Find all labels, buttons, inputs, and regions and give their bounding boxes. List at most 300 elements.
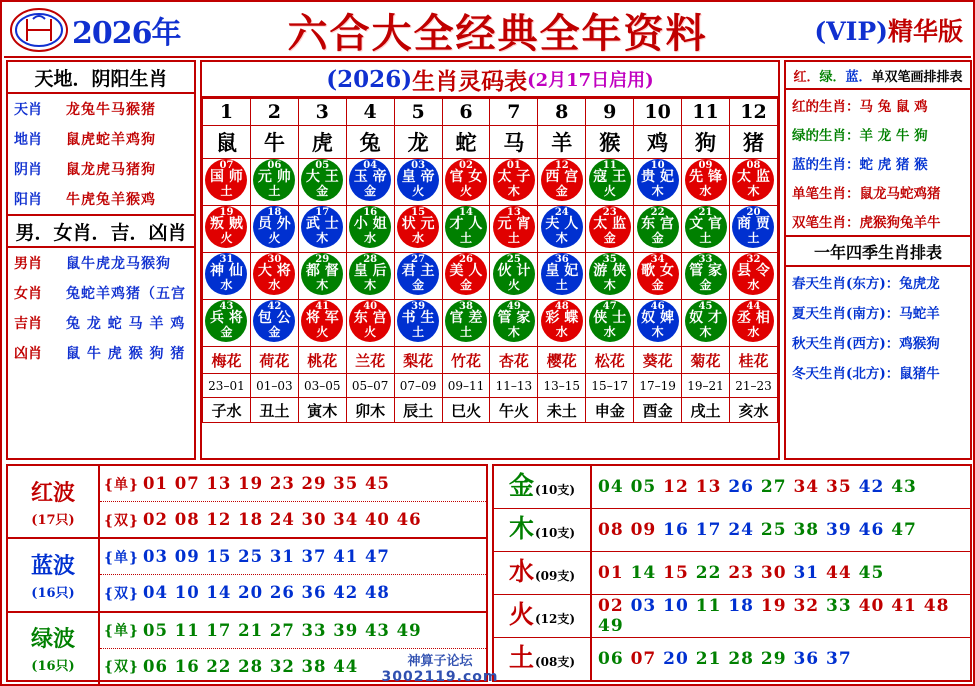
number-ball[interactable]: [732, 300, 774, 342]
element-number: 47: [891, 520, 917, 540]
element-row-earth: [494, 638, 970, 680]
number-ball[interactable]: [732, 253, 774, 295]
number-ball[interactable]: [397, 300, 439, 342]
element-number: 28: [728, 649, 761, 669]
ball-number: 28: [363, 254, 378, 265]
left-row-nvxiao: [8, 278, 194, 308]
number-ball[interactable]: [301, 206, 343, 248]
ball-title: 官 差: [449, 310, 483, 326]
zodiac-code-cell[interactable]: [298, 206, 346, 253]
number-ball[interactable]: [541, 206, 583, 248]
element-cell: 戌土: [682, 398, 730, 423]
ball-element: 土: [459, 231, 472, 245]
ball-number: 42: [267, 301, 282, 312]
left-row-value: 鼠龙虎马猪狗: [66, 162, 156, 178]
left-row-value: 兔 龙 蛇 马 羊 鸡: [66, 316, 186, 332]
col-num: 5: [394, 99, 442, 126]
left-row-value: 鼠虎蛇羊鸡狗: [66, 132, 156, 148]
number-ball[interactable]: [589, 253, 631, 295]
ball-element: 火: [603, 184, 616, 198]
left-row-yangxiao: [8, 184, 194, 214]
ball-number: 26: [459, 254, 473, 265]
ball-element: 金: [651, 278, 664, 292]
ball-element: 木: [316, 231, 329, 245]
number-ball[interactable]: [349, 300, 391, 342]
ball-number: 39: [411, 301, 426, 312]
zodiac-code-cell[interactable]: [298, 300, 346, 347]
element-cell: 午火: [490, 398, 538, 423]
ball-element: 土: [220, 184, 233, 198]
col-num: 4: [346, 99, 394, 126]
number-ball[interactable]: [541, 159, 583, 201]
right-row-winter: 冬天生肖(北方)：鼠猪牛: [792, 366, 940, 382]
ball-title: 贵 妃: [641, 169, 675, 185]
zodiac-code-cell[interactable]: [682, 253, 730, 300]
time-cell: 01–03: [250, 374, 298, 398]
zodiac-code-cell[interactable]: [634, 206, 682, 253]
number-ball[interactable]: [445, 253, 487, 295]
ball-element: 土: [555, 278, 568, 292]
zodiac-code-cell[interactable]: [490, 159, 538, 206]
zodiac-code-cell[interactable]: [586, 253, 634, 300]
ball-title: 皇 后: [353, 263, 387, 279]
zodiac-code-cell[interactable]: [442, 300, 490, 347]
ball-title: 太 子: [497, 169, 531, 185]
number-ball[interactable]: [253, 253, 295, 295]
ball-number: 12: [554, 160, 569, 171]
table-row-flowers: [203, 347, 778, 374]
ball-element: 火: [316, 325, 329, 339]
zodiac-cell: 虎: [298, 126, 346, 159]
number-ball[interactable]: [445, 206, 487, 248]
watermark: [380, 650, 500, 685]
number-ball[interactable]: [205, 300, 247, 342]
page-title: 六合大全经典全年资料: [287, 9, 708, 57]
zodiac-cell: 鸡: [634, 126, 682, 159]
time-cell: 03–05: [298, 374, 346, 398]
ball-number: 33: [698, 254, 713, 265]
zodiac-code-cell[interactable]: [538, 300, 586, 347]
element-numbers: [592, 649, 970, 669]
element-number: 42: [858, 477, 892, 497]
number-ball[interactable]: [301, 159, 343, 201]
number-ball[interactable]: [349, 206, 391, 248]
ball-element: 金: [364, 184, 377, 198]
number-ball[interactable]: [253, 206, 295, 248]
ball-title: 商 贾: [737, 216, 770, 232]
number-ball[interactable]: [205, 206, 247, 248]
ball-number: 43: [219, 301, 234, 312]
right-title-green: 绿．: [819, 69, 846, 85]
element-numbers: [592, 596, 970, 636]
time-cell: 07–09: [394, 374, 442, 398]
zodiac-code-cell[interactable]: [682, 159, 730, 206]
zodiac-code-cell[interactable]: [298, 159, 346, 206]
element-number: 44: [826, 563, 859, 583]
ball-title: 员 外: [257, 216, 291, 232]
ball-title: 侠 士: [593, 310, 627, 326]
number-ball[interactable]: [253, 159, 295, 201]
ball-number: 10: [650, 160, 665, 171]
number-ball[interactable]: [397, 206, 439, 248]
left-row-value: 龙兔牛马猴猪: [66, 102, 156, 118]
ball-title: 皇 帝: [401, 169, 435, 185]
center-title-year: (2026): [326, 65, 413, 93]
wave-count: (17只): [31, 512, 75, 528]
flower-cell: 竹花: [442, 347, 490, 374]
element-row-water: [494, 552, 970, 595]
number-ball[interactable]: [397, 253, 439, 295]
zodiac-code-cell[interactable]: [346, 206, 394, 253]
zodiac-code-cell[interactable]: [538, 253, 586, 300]
ball-element: 水: [412, 231, 425, 245]
zodiac-code-cell[interactable]: [346, 300, 394, 347]
number-ball[interactable]: [445, 159, 487, 201]
ball-title: 县 令: [737, 263, 770, 279]
element-number: 29: [760, 649, 794, 669]
ball-element: 木: [651, 184, 664, 198]
element-number: 20: [663, 649, 696, 669]
right-panel-title: [786, 62, 970, 90]
center-title: [202, 62, 778, 98]
ball-title: 东 宫: [641, 216, 675, 232]
number-ball[interactable]: [685, 253, 727, 295]
ball-title: 兵 将: [210, 310, 243, 326]
ball-number: 48: [554, 301, 569, 312]
ball-title: 国 师: [210, 169, 243, 185]
element-count: (12支): [534, 612, 576, 626]
left-panel-title-2: 男．女肖．吉．凶肖: [8, 216, 194, 248]
number-ball[interactable]: [589, 206, 631, 248]
table-row-column-numbers: [203, 99, 778, 126]
zodiac-code-cell[interactable]: [346, 253, 394, 300]
number-ball[interactable]: [301, 300, 343, 342]
number-ball[interactable]: [637, 206, 679, 248]
zodiac-code-cell[interactable]: [729, 300, 777, 347]
ball-element: 火: [459, 184, 472, 198]
wave-label: 绿波: [30, 626, 75, 653]
even-numbers: 02 08 12 18 24 30 34 40 46: [143, 510, 422, 530]
number-ball[interactable]: [685, 300, 727, 342]
zodiac-code-cell[interactable]: [729, 253, 777, 300]
element-cell: 申金: [586, 398, 634, 423]
col-num: 7: [490, 99, 538, 126]
table-row-balls-4: [203, 300, 778, 347]
ball-title: 书 生: [401, 310, 435, 326]
left-row-value: 鼠牛虎龙马猴狗: [66, 256, 171, 272]
wave-name-red: [8, 466, 100, 537]
color-stroke-panel: [784, 60, 972, 460]
zodiac-cell: 猪: [729, 126, 777, 159]
even-numbers: 06 16 22 28 32 38 44: [143, 656, 359, 676]
zodiac-code-cell[interactable]: [634, 300, 682, 347]
ball-element: 金: [316, 184, 329, 198]
element-cell: 亥水: [729, 398, 777, 423]
time-cell: 19–21: [682, 374, 730, 398]
col-num: 8: [538, 99, 586, 126]
zodiac-code-cell[interactable]: [250, 206, 298, 253]
ball-element: 金: [220, 325, 233, 339]
number-ball[interactable]: [589, 159, 631, 201]
element-name-fire: [494, 595, 592, 637]
zodiac-cell: 鼠: [203, 126, 251, 159]
zodiac-code-cell[interactable]: [729, 159, 777, 206]
even-tag: {双}: [104, 659, 140, 676]
zodiac-code-cell[interactable]: [442, 253, 490, 300]
ball-title: 元 帅: [257, 169, 291, 185]
ball-number: 18: [267, 207, 282, 218]
ball-number: 24: [554, 207, 569, 218]
zodiac-code-cell[interactable]: [682, 206, 730, 253]
zodiac-cell: 马: [490, 126, 538, 159]
element-number: 24: [728, 520, 761, 540]
element-name-water: [494, 552, 592, 594]
odd-tag: {单}: [104, 476, 140, 493]
ball-element: 土: [747, 231, 760, 245]
left-panel-title: 天地．阴阳生肖: [8, 62, 194, 94]
header-divider: [4, 56, 971, 58]
header-year: 2026年: [72, 16, 181, 51]
zodiac-code-cell[interactable]: [634, 253, 682, 300]
ball-element: 土: [699, 231, 712, 245]
zodiac-code-cell[interactable]: [250, 159, 298, 206]
ball-number: 04: [363, 160, 378, 171]
element-number: 38: [793, 520, 827, 540]
number-ball[interactable]: [493, 159, 535, 201]
flower-cell: 桃花: [298, 347, 346, 374]
zodiac-code-cell[interactable]: [682, 300, 730, 347]
zodiac-code-cell[interactable]: [490, 300, 538, 347]
element-number: 16: [663, 520, 696, 540]
element-number: 03: [630, 596, 664, 616]
ball-title: 奴 婢: [641, 310, 675, 326]
number-ball[interactable]: [732, 206, 774, 248]
element-number: 23: [728, 563, 761, 583]
zodiac-code-cell[interactable]: [394, 159, 442, 206]
col-num: 11: [682, 99, 730, 126]
element-number: 19: [760, 596, 794, 616]
element-cell: 丑土: [250, 398, 298, 423]
ball-element: 木: [507, 325, 520, 339]
ball-title: 彩 蝶: [545, 310, 579, 326]
ball-number: 46: [650, 301, 665, 312]
right-title-blue: 蓝．: [845, 69, 872, 85]
ball-number: 25: [506, 254, 521, 265]
element-number: 21: [695, 649, 729, 669]
ball-element: 水: [364, 231, 377, 245]
wave-block-blue: [8, 539, 486, 610]
element-count: (10支): [534, 483, 576, 497]
number-ball[interactable]: [541, 300, 583, 342]
ball-element: 水: [268, 278, 281, 292]
zodiac-code-cell[interactable]: [250, 300, 298, 347]
left-row-jixiao: [8, 308, 194, 338]
ball-number: 11: [602, 160, 617, 171]
left-row-label: 地肖: [14, 132, 42, 148]
zodiac-code-cell[interactable]: [203, 206, 251, 253]
element-number: 01: [598, 563, 631, 583]
element-cell: 巳火: [442, 398, 490, 423]
number-ball[interactable]: [589, 300, 631, 342]
time-cell: 11–13: [490, 374, 538, 398]
time-cell: 17–19: [634, 374, 682, 398]
center-title-main: 生肖灵码表: [412, 67, 528, 95]
ball-title: 美 人: [449, 263, 483, 279]
zodiac-code-cell[interactable]: [586, 159, 634, 206]
ball-element: 水: [747, 278, 760, 292]
zodiac-code-cell[interactable]: [346, 159, 394, 206]
ball-number: 23: [602, 207, 617, 218]
ball-number: 01: [506, 160, 521, 171]
zodiac-code-cell[interactable]: [538, 159, 586, 206]
zodiac-code-cell[interactable]: [490, 253, 538, 300]
element-number: 12: [663, 477, 696, 497]
zodiac-code-cell[interactable]: [490, 206, 538, 253]
wave-count: (16只): [31, 585, 75, 601]
element-number: 35: [826, 477, 859, 497]
number-ball[interactable]: [493, 253, 535, 295]
ball-number: 47: [602, 301, 617, 312]
number-ball[interactable]: [397, 159, 439, 201]
ball-element: 金: [651, 231, 664, 245]
element-name-wood: [494, 509, 592, 551]
element-number: 31: [793, 563, 827, 583]
element-cell: 寅木: [298, 398, 346, 423]
ball-title: 大 王: [305, 169, 339, 185]
element-number: 05: [630, 477, 664, 497]
wave-name-blue: [8, 539, 100, 610]
zodiac-code-cell[interactable]: [203, 300, 251, 347]
ball-title: 包 公: [257, 310, 291, 326]
element-number: 02: [598, 596, 631, 616]
ball-element: 水: [603, 325, 616, 339]
ball-element: 金: [555, 184, 568, 198]
ball-title: 太 监: [593, 216, 627, 232]
number-ball[interactable]: [637, 159, 679, 201]
left-row-label: 男肖: [14, 256, 42, 272]
zodiac-code-cell[interactable]: [729, 206, 777, 253]
element-number: 08: [598, 520, 631, 540]
zodiac-cell: 龙: [394, 126, 442, 159]
element-number: 40: [858, 596, 892, 616]
number-ball[interactable]: [253, 300, 295, 342]
ball-number: 16: [363, 207, 378, 218]
ball-element: 水: [555, 325, 568, 339]
ball-number: 20: [746, 207, 761, 218]
zodiac-code-cell[interactable]: [586, 300, 634, 347]
col-num: 9: [586, 99, 634, 126]
number-ball[interactable]: [732, 159, 774, 201]
zodiac-code-cell[interactable]: [394, 206, 442, 253]
vip-badge: [814, 12, 963, 48]
ball-title: 西 宫: [545, 169, 579, 185]
flower-cell: 菊花: [682, 347, 730, 374]
watermark-line2: 3002119.com: [381, 669, 499, 685]
right-row-summer: 夏天生肖(南方)：马蛇羊: [792, 306, 940, 322]
ball-title: 管 家: [497, 310, 531, 326]
table-row-balls-1: [203, 159, 778, 206]
number-ball[interactable]: [205, 253, 247, 295]
zodiac-cell: 羊: [538, 126, 586, 159]
right-row-blue-zodiacs: 蓝的生肖：蛇 虎 猪 猴: [792, 156, 928, 173]
ball-number: 08: [746, 160, 761, 171]
element-cell: 卯木: [346, 398, 394, 423]
wave-even-row: [100, 575, 486, 610]
element-count: (09支): [534, 569, 576, 583]
number-ball[interactable]: [205, 159, 247, 201]
zodiac-code-cell[interactable]: [394, 253, 442, 300]
ball-title: 大 将: [257, 263, 291, 279]
ball-number: 27: [411, 254, 426, 265]
ball-number: 30: [267, 254, 282, 265]
right-row-green-zodiacs: 绿的生肖：羊 龙 牛 狗: [792, 127, 928, 144]
ball-number: 22: [650, 207, 665, 218]
element-number: 30: [760, 563, 794, 583]
ball-element: 金: [459, 278, 472, 292]
zodiac-code-cell[interactable]: [203, 159, 251, 206]
number-ball[interactable]: [685, 159, 727, 201]
number-ball[interactable]: [349, 159, 391, 201]
ball-number: 32: [746, 254, 761, 265]
ball-title: 东 宫: [353, 310, 387, 326]
zodiac-code-cell[interactable]: [298, 253, 346, 300]
number-ball[interactable]: [637, 253, 679, 295]
right-section-title-seasons: 一年四季生肖排表: [813, 242, 942, 262]
zodiac-code-cell[interactable]: [442, 159, 490, 206]
zodiac-cell: 猴: [586, 126, 634, 159]
element-number: 49: [598, 616, 624, 636]
number-ball[interactable]: [493, 300, 535, 342]
zodiac-code-cell[interactable]: [394, 300, 442, 347]
vip-label: (VIP): [814, 17, 888, 46]
watermark-line1: 神算子论坛: [407, 654, 473, 669]
zodiac-code-table: [202, 98, 778, 423]
right-row-autumn: 秋天生肖(西方)：鸡猴狗: [792, 336, 940, 352]
zodiac-code-cell[interactable]: [586, 206, 634, 253]
zodiac-code-cell[interactable]: [634, 159, 682, 206]
number-ball[interactable]: [349, 253, 391, 295]
number-ball[interactable]: [685, 206, 727, 248]
ball-element: 木: [555, 231, 568, 245]
left-row-label: 吉肖: [14, 316, 42, 332]
zodiac-code-cell[interactable]: [250, 253, 298, 300]
number-ball[interactable]: [637, 300, 679, 342]
odd-numbers: 05 11 17 21 27 33 39 43 49: [143, 620, 422, 640]
wave-name-green: [8, 613, 100, 684]
element-number: 10: [663, 596, 696, 616]
ball-title: 太 监: [737, 169, 770, 185]
element-number: 36: [793, 649, 827, 669]
zodiac-code-cell[interactable]: [442, 206, 490, 253]
right-title-rest: 单双笔画排排表: [871, 69, 963, 85]
time-cell: 13–15: [538, 374, 586, 398]
flower-cell: 杏花: [490, 347, 538, 374]
number-ball[interactable]: [493, 206, 535, 248]
zodiac-code-cell[interactable]: [538, 206, 586, 253]
col-num: 6: [442, 99, 490, 126]
left-row-yinxiao: [8, 154, 194, 184]
number-ball[interactable]: [445, 300, 487, 342]
col-num: 1: [203, 99, 251, 126]
ball-element: 火: [268, 231, 281, 245]
wave-count: (16只): [31, 659, 75, 675]
number-ball[interactable]: [301, 253, 343, 295]
ball-title: 奴 才: [689, 310, 722, 326]
zodiac-code-cell[interactable]: [203, 253, 251, 300]
number-ball[interactable]: [541, 253, 583, 295]
ball-element: 水: [220, 278, 233, 292]
element-number: 15: [663, 563, 696, 583]
